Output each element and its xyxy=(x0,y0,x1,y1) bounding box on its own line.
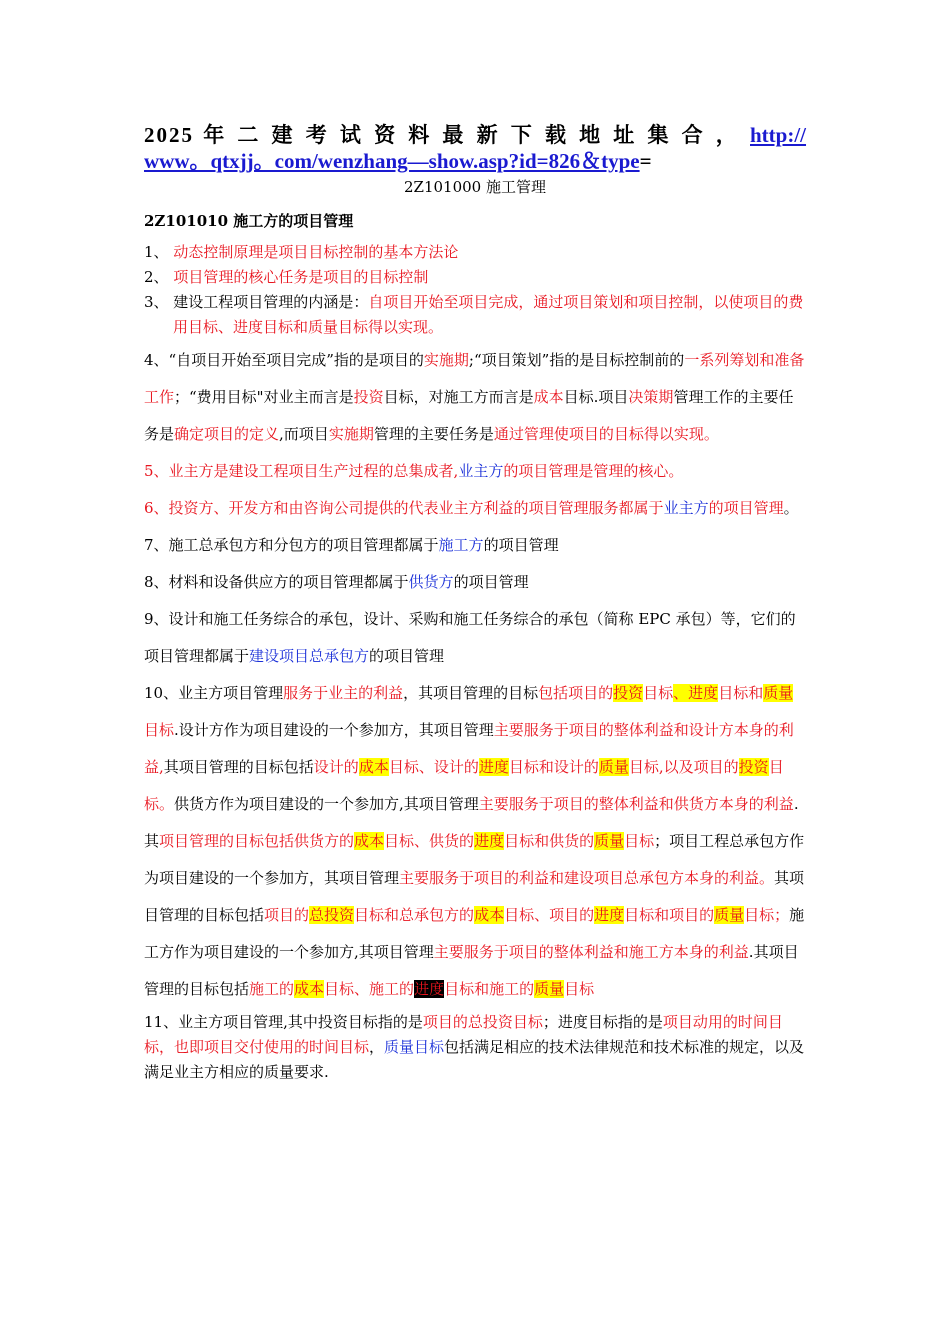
list-item-4: 4、“自项目开始至项目完成”指的是项目的实施期;“项目策划”指的是目标控制前的一系列筹划和准备工作；“费用目标"对业主而言是投资目标，对施工方而言是成本目标.项目决策期管理工作的主要任务是确定项目的定义,而项目实施期管理的主要任务是通过管理使项目的目标得以实现。 xyxy=(144,351,805,443)
list-item-3: 3、 建设工程项目管理的内涵是：自项目开始至项目完成，通过项目策划和项目控制，以使项目的费用目标、进度目标和质量目标得以实现。 xyxy=(144,293,804,336)
list-item-9: 9、设计和施工任务综合的承包，设计、采购和施工任务综合的承包（简称 EPC 承包）等，它们的项目管理都属于建设项目总承包方的项目管理 xyxy=(144,610,796,665)
download-link-part1[interactable]: http:// xyxy=(750,123,807,147)
list-item-8: 8、材料和设备供应方的项目管理都属于供货方的项目管理 xyxy=(144,573,529,591)
list-item-1: 1、 动态控制原理是项目目标控制的基本方法论 xyxy=(144,243,459,261)
list-item-2: 2、 项目管理的核心任务是项目的目标控制 xyxy=(144,268,429,286)
document-page xyxy=(144,122,806,1085)
list-item-5: 5、业主方是建设工程项目生产过程的总集成者,业主方的项目管理是管理的核心。 xyxy=(144,462,684,480)
list-item-10: 10、业主方项目管理服务于业主的利益，其项目管理的目标包括项目的投资目标、进度目标和质量目标.设计方作为项目建设的一个参加方，其项目管理主要服务于项目的整体利益和设计方本身的利益,其项目管理的目标包括设计的成本目标、设计的进度目标和设计的质量目标,以及项目的投资目标。供货方作为项目建设的一个参加方,其项目管理主要服务于项目的整体利益和供货方本身的利益.其项目管理的目标包括供货方的成本目标、供货的进度目标和供货的质量目标；项目工程总承包方作为项目建设的一个参加方，其项目管理主要服务于项目的利益和建设项目总承包方本身的利益。其项目管理的目标包括项目的总投资目标和总承包方的成本目标、项目的进度目标和项目的质量目标；施工方作为项目建设的一个参加方,其项目管理主要服务于项目的整体利益和施工方本身的利益.其项目管理的目标包括施工的成本目标、施工的进度目标和施工的质量目标 xyxy=(144,684,805,998)
list-item-6: 6、投资方、开发方和由咨询公司提供的代表业主方利益的项目管理服务都属于业主方的项目管理。 xyxy=(144,499,799,517)
title-text: 2025 年 二 建 考 试 资 料 最 新 下 载 地 址 集 合 ， xyxy=(144,123,741,147)
download-link-part2[interactable]: www。qtxjj。com/wenzhang—show.asp?id=826＆type xyxy=(144,149,640,173)
list-item-11: 11、业主方项目管理,其中投资目标指的是项目的总投资目标；进度目标指的是项目动用的时间目标，也即项目交付使用的时间目标，质量目标包括满足相应的技术法律规范和技术标准的规定，以及满足业主方相应的质量要求. xyxy=(144,1013,805,1081)
doc-title-line2 xyxy=(144,148,806,174)
list-item-7: 7、施工总承包方和分包方的项目管理都属于施工方的项目管理 xyxy=(144,536,559,554)
chapter-subtitle: 2Z101000 施工管理 xyxy=(404,178,546,196)
doc-title xyxy=(144,122,806,148)
section-heading: 2Z101010 施工方的项目管理 xyxy=(144,212,354,230)
url-suffix: = xyxy=(639,149,652,173)
